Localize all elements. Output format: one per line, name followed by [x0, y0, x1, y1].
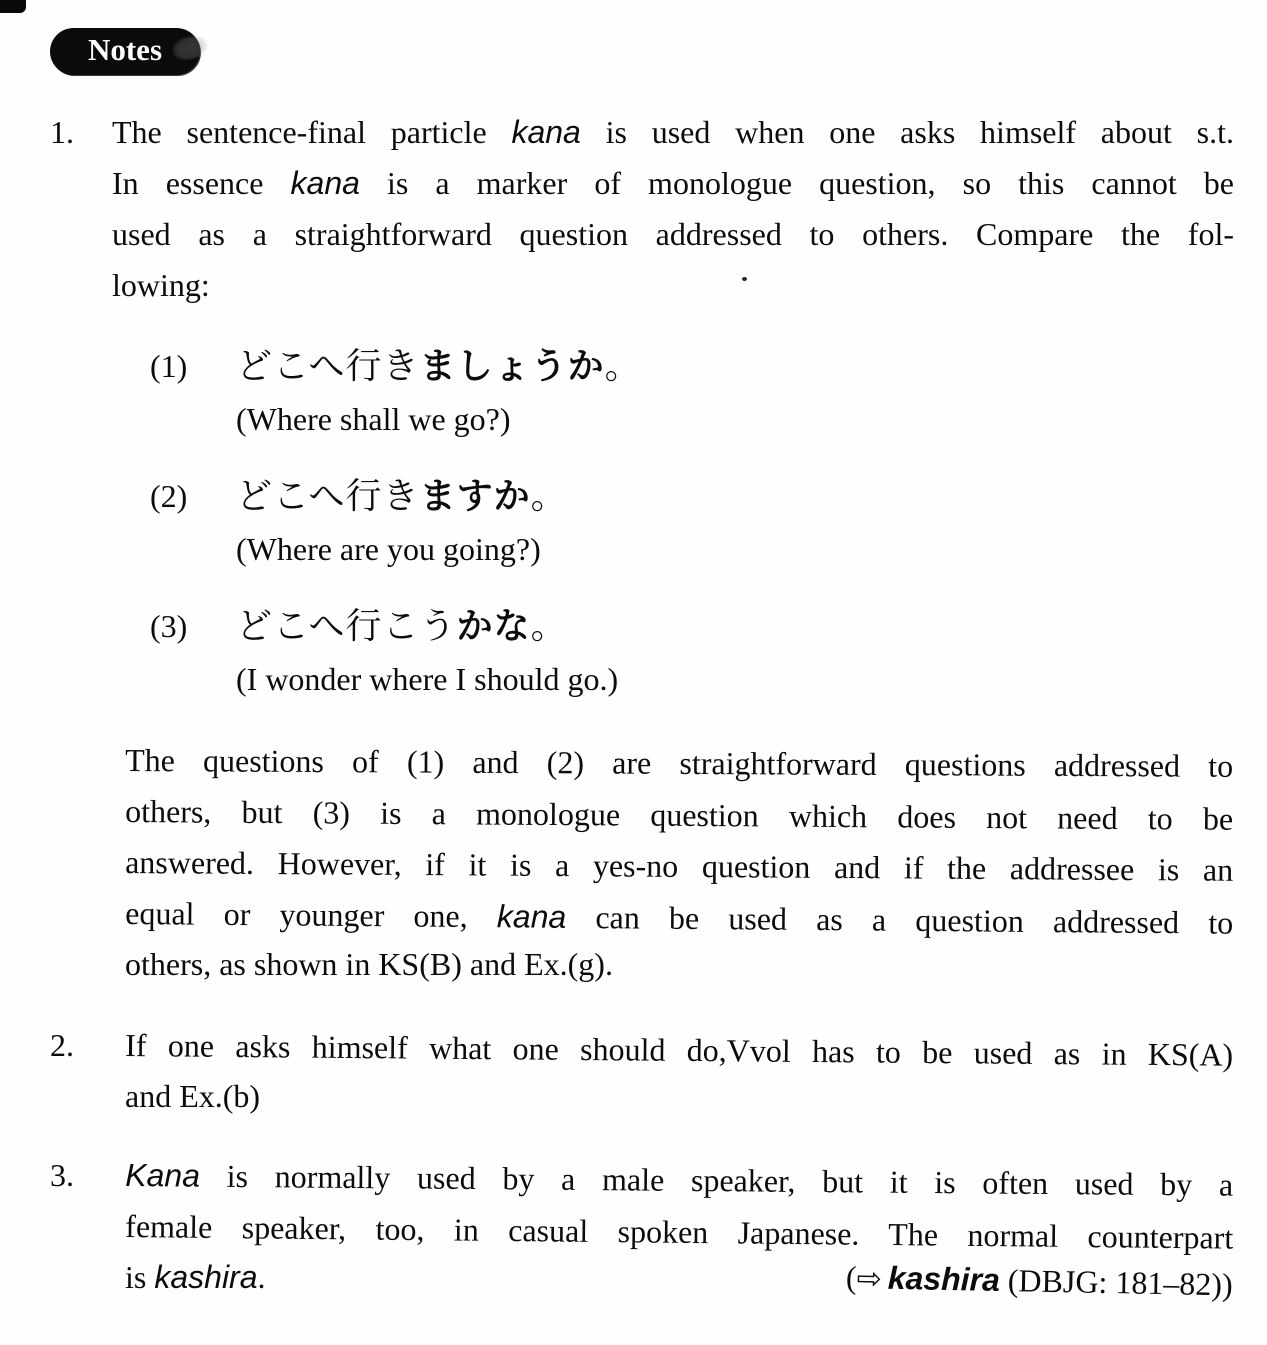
note-item-1 [50, 107, 1233, 990]
text-line: The sentence-final particle kana is used when one asks himself about s.t. [112, 114, 1234, 150]
example-2-number: (2) [150, 478, 188, 514]
example-3-text [236, 599, 618, 705]
text-line: If one asks himself what one should do,Vvol has to be used as in KS(A) [125, 1027, 1234, 1073]
note-3-body [112, 1150, 1233, 1304]
example-2-japanese: どこへ行きますか。 [236, 476, 568, 516]
scan-artifact-corner [0, 0, 26, 13]
scan-artifact-dot [742, 277, 747, 281]
text-line: female speaker, too, in casual spoken Japanese. The normal counterpart [125, 1208, 1234, 1256]
note-1-paragraph-1 [112, 107, 1234, 311]
note-item-2 [50, 1020, 1233, 1122]
example-3-japanese: どこへ行こうかな。 [236, 606, 568, 646]
text-line: Kana is normally used by a male speaker, but it is often used by a [125, 1157, 1234, 1203]
example-1-japanese: どこへ行きましょうか。 [236, 346, 642, 386]
text-line: and Ex.(b) [125, 1078, 261, 1114]
example-1-text [236, 339, 642, 445]
example-2-translation: (Where are you going?) [236, 531, 541, 567]
note-1-body [112, 107, 1234, 990]
note-3-number: 3. [50, 1157, 74, 1193]
note-item-3 [50, 1150, 1233, 1304]
text-line: used as a straightforward question addressed to others. Compare the fol- [112, 216, 1234, 252]
text-line: The questions of (1) and (2) are straightforward questions addressed to [125, 742, 1234, 784]
notes-badge-label: Notes [87, 32, 163, 67]
text-line: others, as shown in KS(B) and Ex.(g). [125, 946, 613, 982]
note-2-body [112, 1020, 1233, 1122]
note-2-number: 2. [50, 1027, 74, 1063]
example-1-number: (1) [150, 348, 188, 384]
example-3-number: (3) [150, 608, 188, 644]
text-line: lowing: [112, 267, 210, 303]
example-1-translation: (Where shall we go?) [236, 401, 511, 437]
text-line: others, but (3) is a monologue question which does not need to be [125, 793, 1234, 837]
text-line: equal or younger one, kana can be used as a question addressed to [125, 895, 1234, 941]
example-sentences [150, 339, 1234, 705]
text-line: answered. However, if it is a yes-no question and if the addressee is an [125, 844, 1234, 888]
example-2-text [236, 469, 568, 575]
example-2 [150, 469, 1234, 575]
cross-reference-kashira: (⇨ kashira (DBJG: 181–82)) [845, 1259, 1234, 1303]
note-3-final-clause: is kashira. [125, 1259, 266, 1295]
text-line [125, 1252, 1233, 1304]
note-1-paragraph-2 [112, 735, 1234, 990]
example-3 [150, 599, 1234, 705]
text-line: In essence kana is a marker of monologue question, so this cannot be [112, 165, 1235, 201]
example-1 [150, 339, 1234, 445]
example-3-translation: (I wonder where I should go.) [236, 661, 619, 697]
note-1-number: 1. [50, 114, 74, 150]
